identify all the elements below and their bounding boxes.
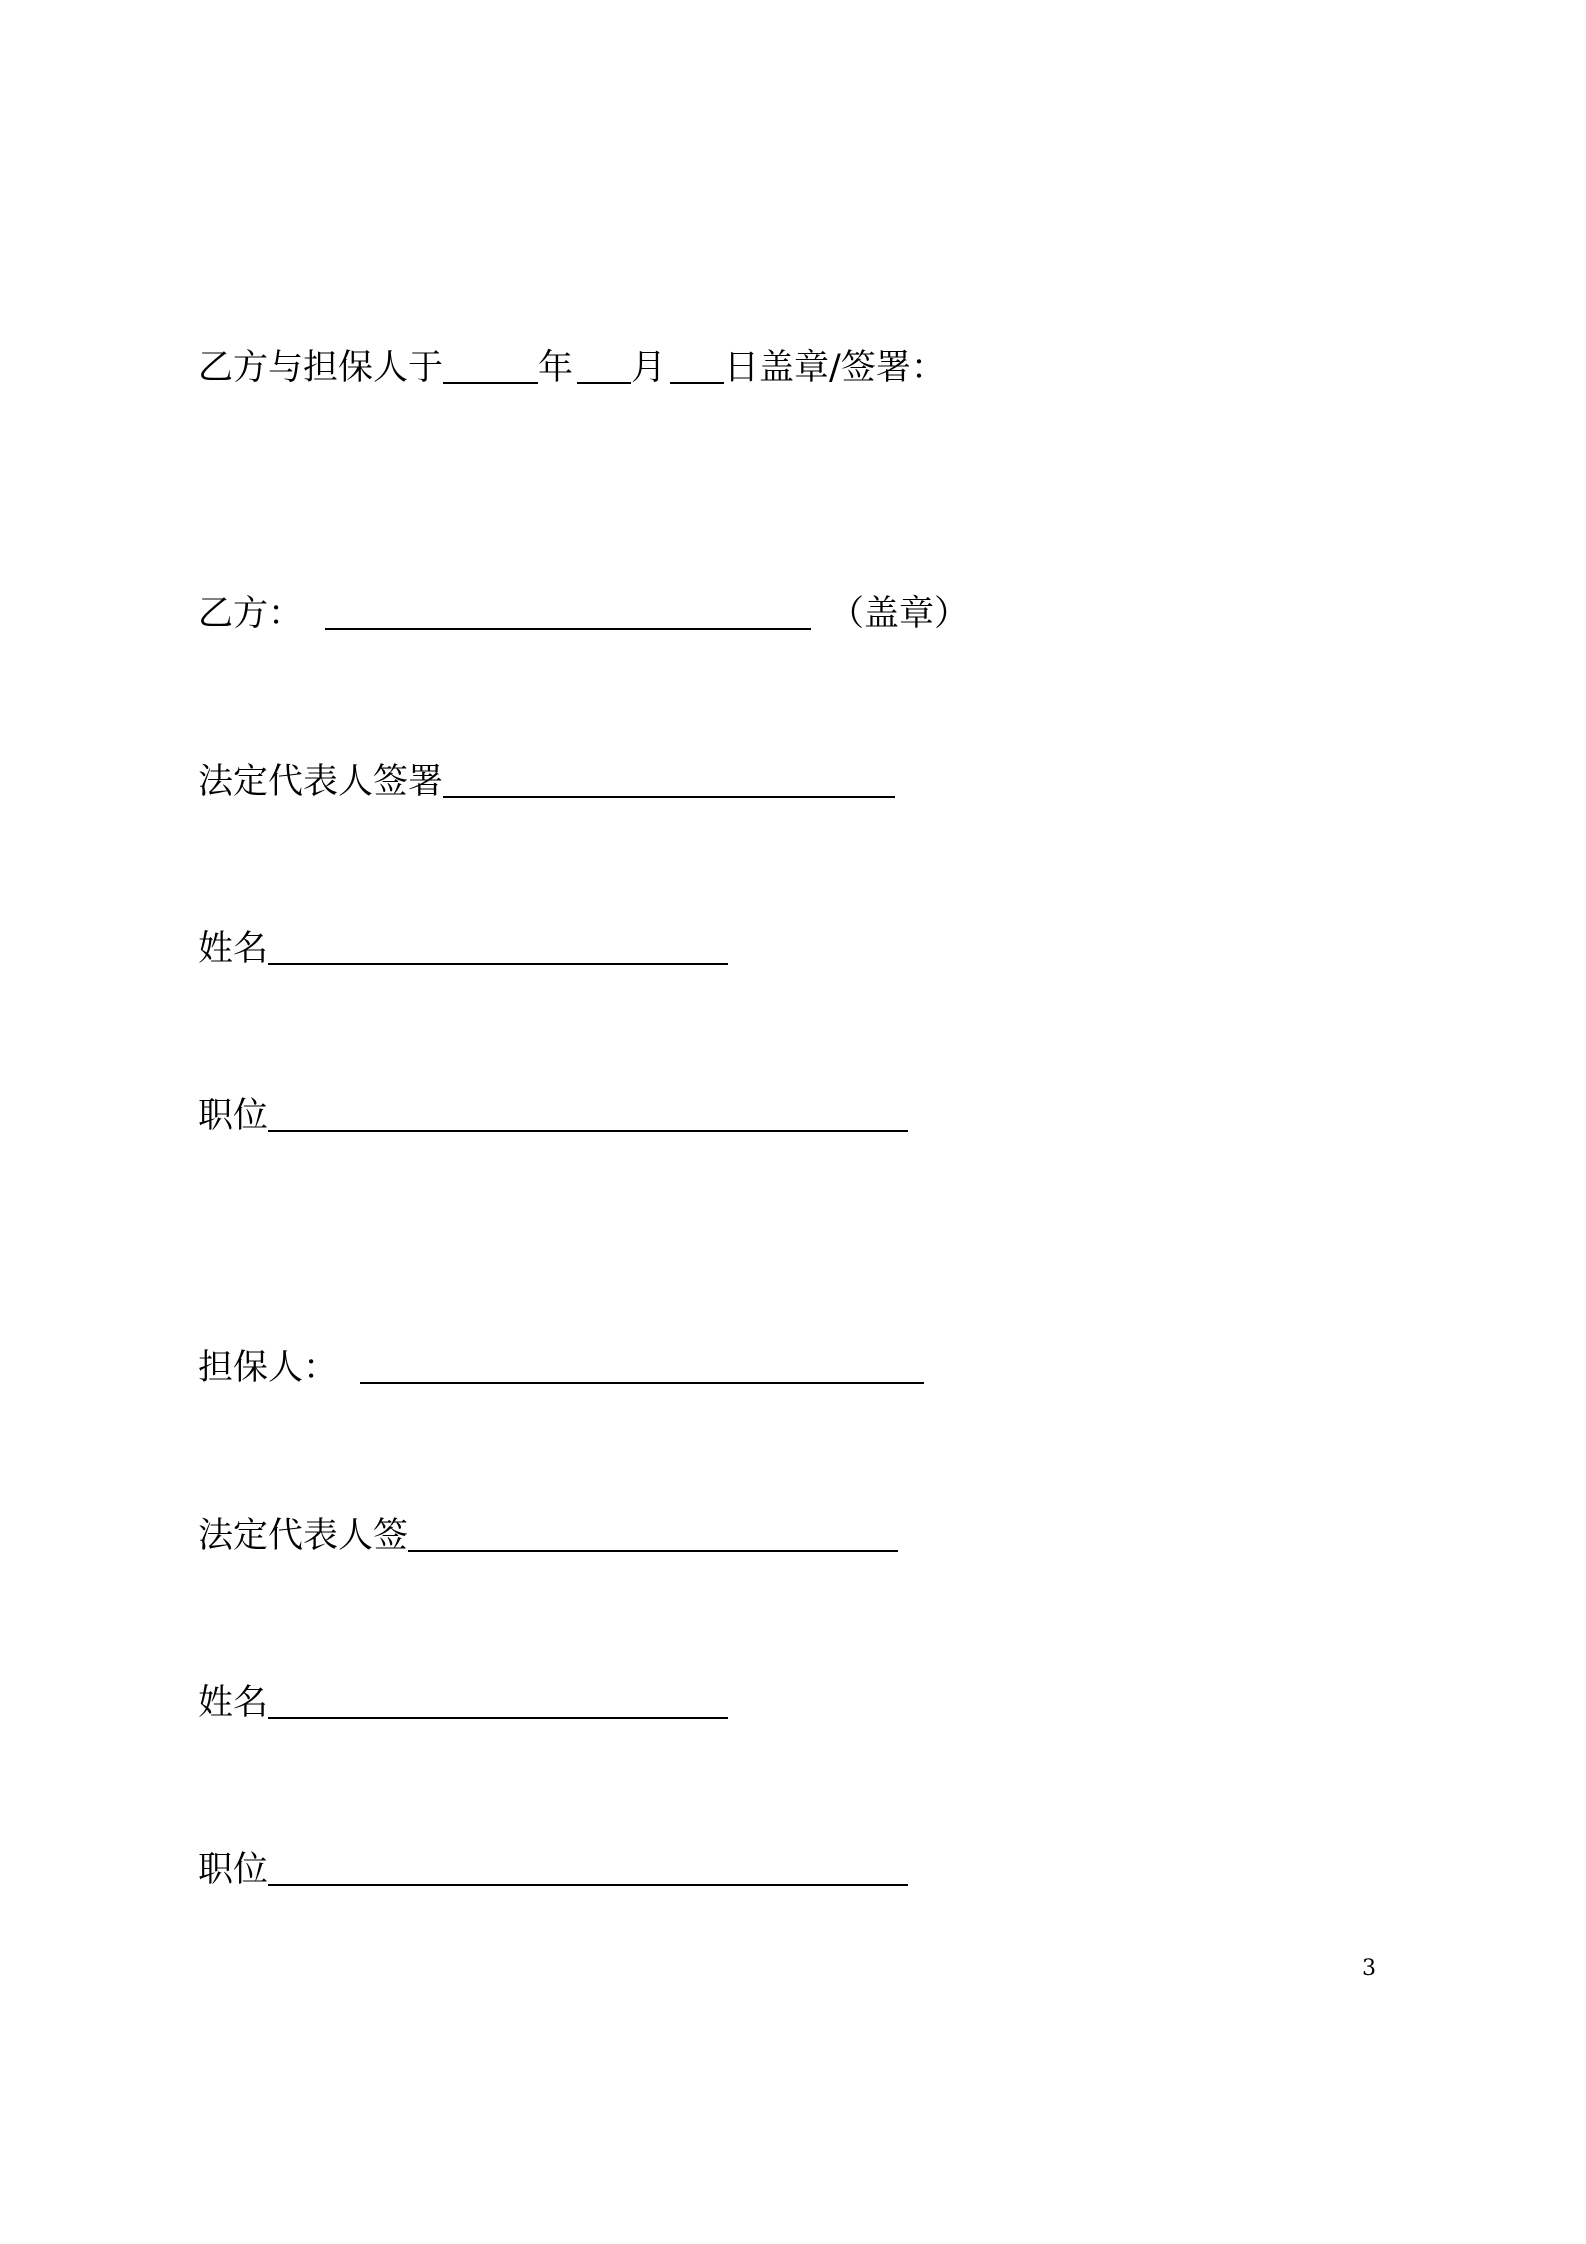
guarantor-name-line <box>198 1665 728 1725</box>
guarantor-legal-rep-line <box>198 1498 898 1558</box>
guarantor-name-blank[interactable] <box>268 1717 728 1719</box>
month-blank[interactable] <box>577 382 631 384</box>
party-b-seal-note: （盖章） <box>829 594 970 634</box>
party-b-name-line <box>198 911 728 971</box>
party-b-legal-rep-line <box>198 744 895 804</box>
party-b-position-line <box>198 1078 908 1138</box>
party-b-position-blank[interactable] <box>268 1130 908 1132</box>
guarantor-legal-rep-label: 法定代表人签 <box>198 1516 409 1556</box>
party-b-name-blank[interactable] <box>268 963 728 965</box>
page-number: 3 <box>1362 1956 1376 1981</box>
year-blank[interactable] <box>443 382 538 384</box>
month-label: 月 <box>631 348 667 388</box>
guarantor-blank[interactable] <box>360 1382 924 1384</box>
guarantor-label: 担保人： <box>198 1348 339 1388</box>
party-b-blank[interactable] <box>325 628 811 630</box>
day-blank[interactable] <box>670 382 724 384</box>
signing-date-line <box>198 330 946 390</box>
guarantor-position-label: 职位 <box>198 1850 269 1890</box>
party-b-position-label: 职位 <box>198 1096 269 1136</box>
guarantor-name-label: 姓名 <box>198 1683 269 1723</box>
party-b-legal-rep-label: 法定代表人签署 <box>198 762 444 802</box>
signing-date-prefix: 乙方与担保人于 <box>198 348 444 388</box>
party-b-label: 乙方： <box>198 594 304 634</box>
guarantor-line <box>198 1330 924 1390</box>
signing-date-suffix: 日盖章/签署： <box>724 348 946 388</box>
party-b-name-label: 姓名 <box>198 929 269 969</box>
party-b-legal-rep-blank[interactable] <box>443 796 895 798</box>
guarantor-position-blank[interactable] <box>268 1884 908 1886</box>
guarantor-position-line <box>198 1832 908 1892</box>
party-b-line <box>198 576 969 636</box>
year-label: 年 <box>538 348 574 388</box>
guarantor-legal-rep-blank[interactable] <box>408 1550 898 1552</box>
